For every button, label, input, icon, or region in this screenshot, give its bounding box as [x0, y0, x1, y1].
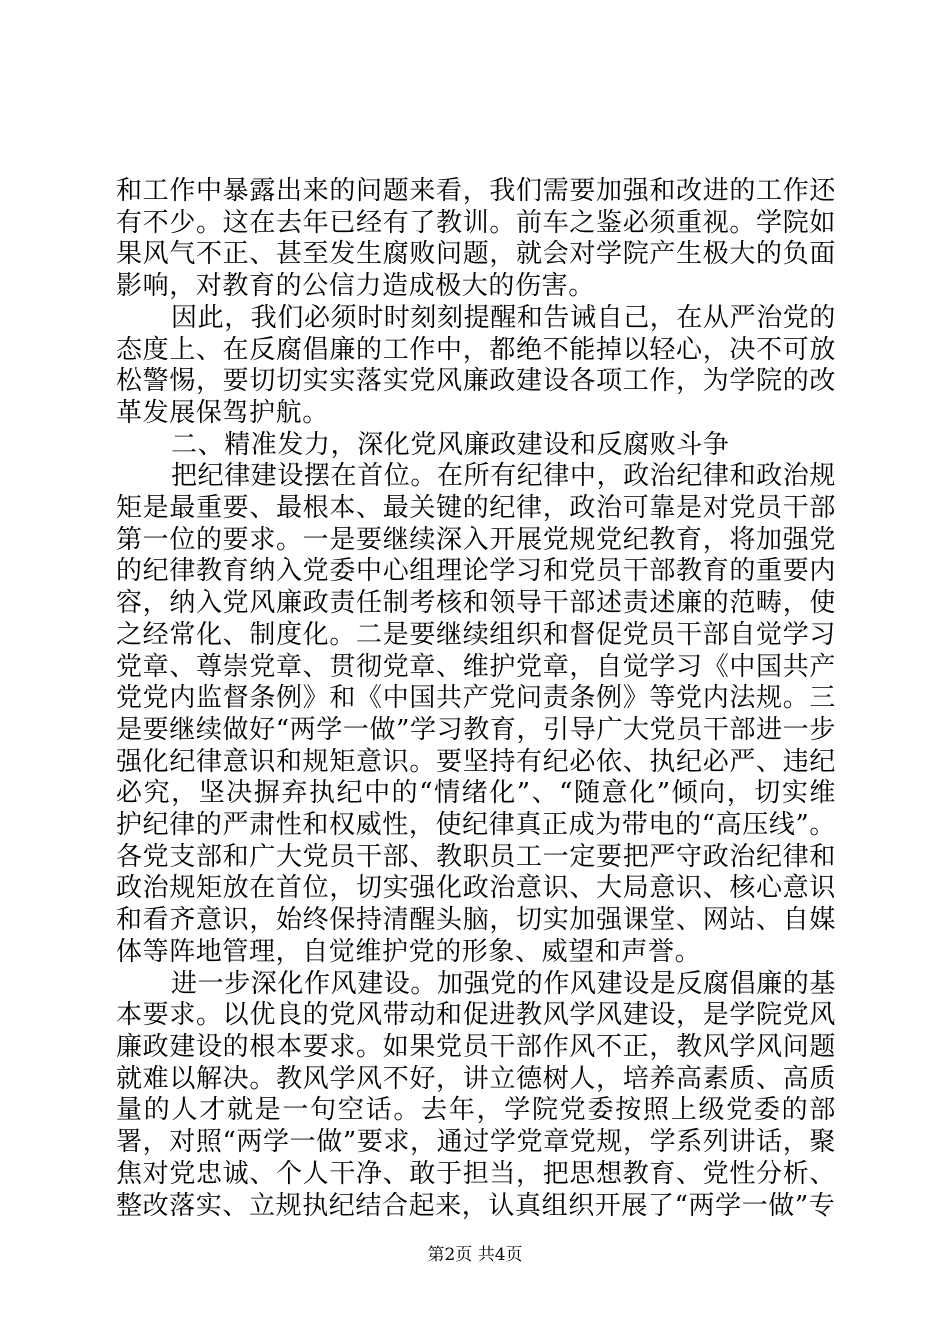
paragraph-work-style: 进一步深化作风建设。加强党的作风建设是反腐倡廉的基本要求。以优良的党风带动和促进教风学风建设，是学院党风廉政建设的根本要求。如果党员干部作风不正，教风学风问题就难以解决。教风学风不好，讲立德树人，培养高素质、高质量的人才就是一句空话。去年，学院党委按照上级党委的部署，对照“两学一做”要求，通过学党章党规，学系列讲话，聚焦对党忠诚、个人干净、敢于担当，把思想教育、党性分析、整改落实、立规执纪结合起来，认真组织开展了“两学一做”专 [116, 968, 837, 1221]
page-footer [0, 1245, 950, 1265]
section-heading: 二、精准发力，深化党风廉政建设和反腐败斗争 [171, 429, 730, 460]
document-body [116, 176, 836, 1222]
paragraph-continuation: 和工作中暴露出来的问题来看，我们需要加强和改进的工作还有不少。这在去年已经有了教训。前车之鉴必须重视。学院如果风气不正、甚至发生腐败问题，就会对学院产生极大的负面影响，对教育的公信力造成极大的伤害。 [116, 176, 836, 302]
page-number-label: 第2页 共4页 [427, 1245, 523, 1265]
paragraph-vigilance: 因此，我们必须时时刻刻提醒和告诫自己，在从严治党的态度上、在反腐倡廉的工作中，都绝不能掉以轻心，决不可放松警惕，要切切实实落实党风廉政建设各项工作，为学院的改革发展保驾护航。 [116, 302, 837, 428]
paragraph-discipline: 把纪律建设摆在首位。在所有纪律中，政治纪律和政治规矩是最重要、最根本、最关键的纪律，政治可靠是对党员干部第一位的要求。一是要继续深入开展党规党纪教育，将加强党的纪律教育纳入党委中心组理论学习和党员干部教育的重要内容，纳入党风廉政责任制考核和领导干部述责述廉的范畴，使之经常化、制度化。二是要继续组织和督促党员干部自觉学习党章、尊崇党章、贯彻党章、维护党章，自觉学习《中国共产党党内监督条例》和《中国共产党问责条例》等党内法规。三是要继续做好“两学一做”学习教育，引导广大党员干部进一步强化纪律意识和规矩意识。要坚持有纪必依、执纪必严、违纪必究，坚决摒弃执纪中的“情绪化”、“随意化”倾向，切实维护纪律的严肃性和权威性，使纪律真正成为带电的“高压线”。各党支部和广大党员干部、教职员工一定要把严守政治纪律和政治规矩放在首位，切实强化政治意识、大局意识、核心意识和看齐意识，始终保持清醒头脑，切实加强课堂、网站、自媒体等阵地管理，自觉维护党的形象、威望和声誉。 [116, 461, 837, 967]
